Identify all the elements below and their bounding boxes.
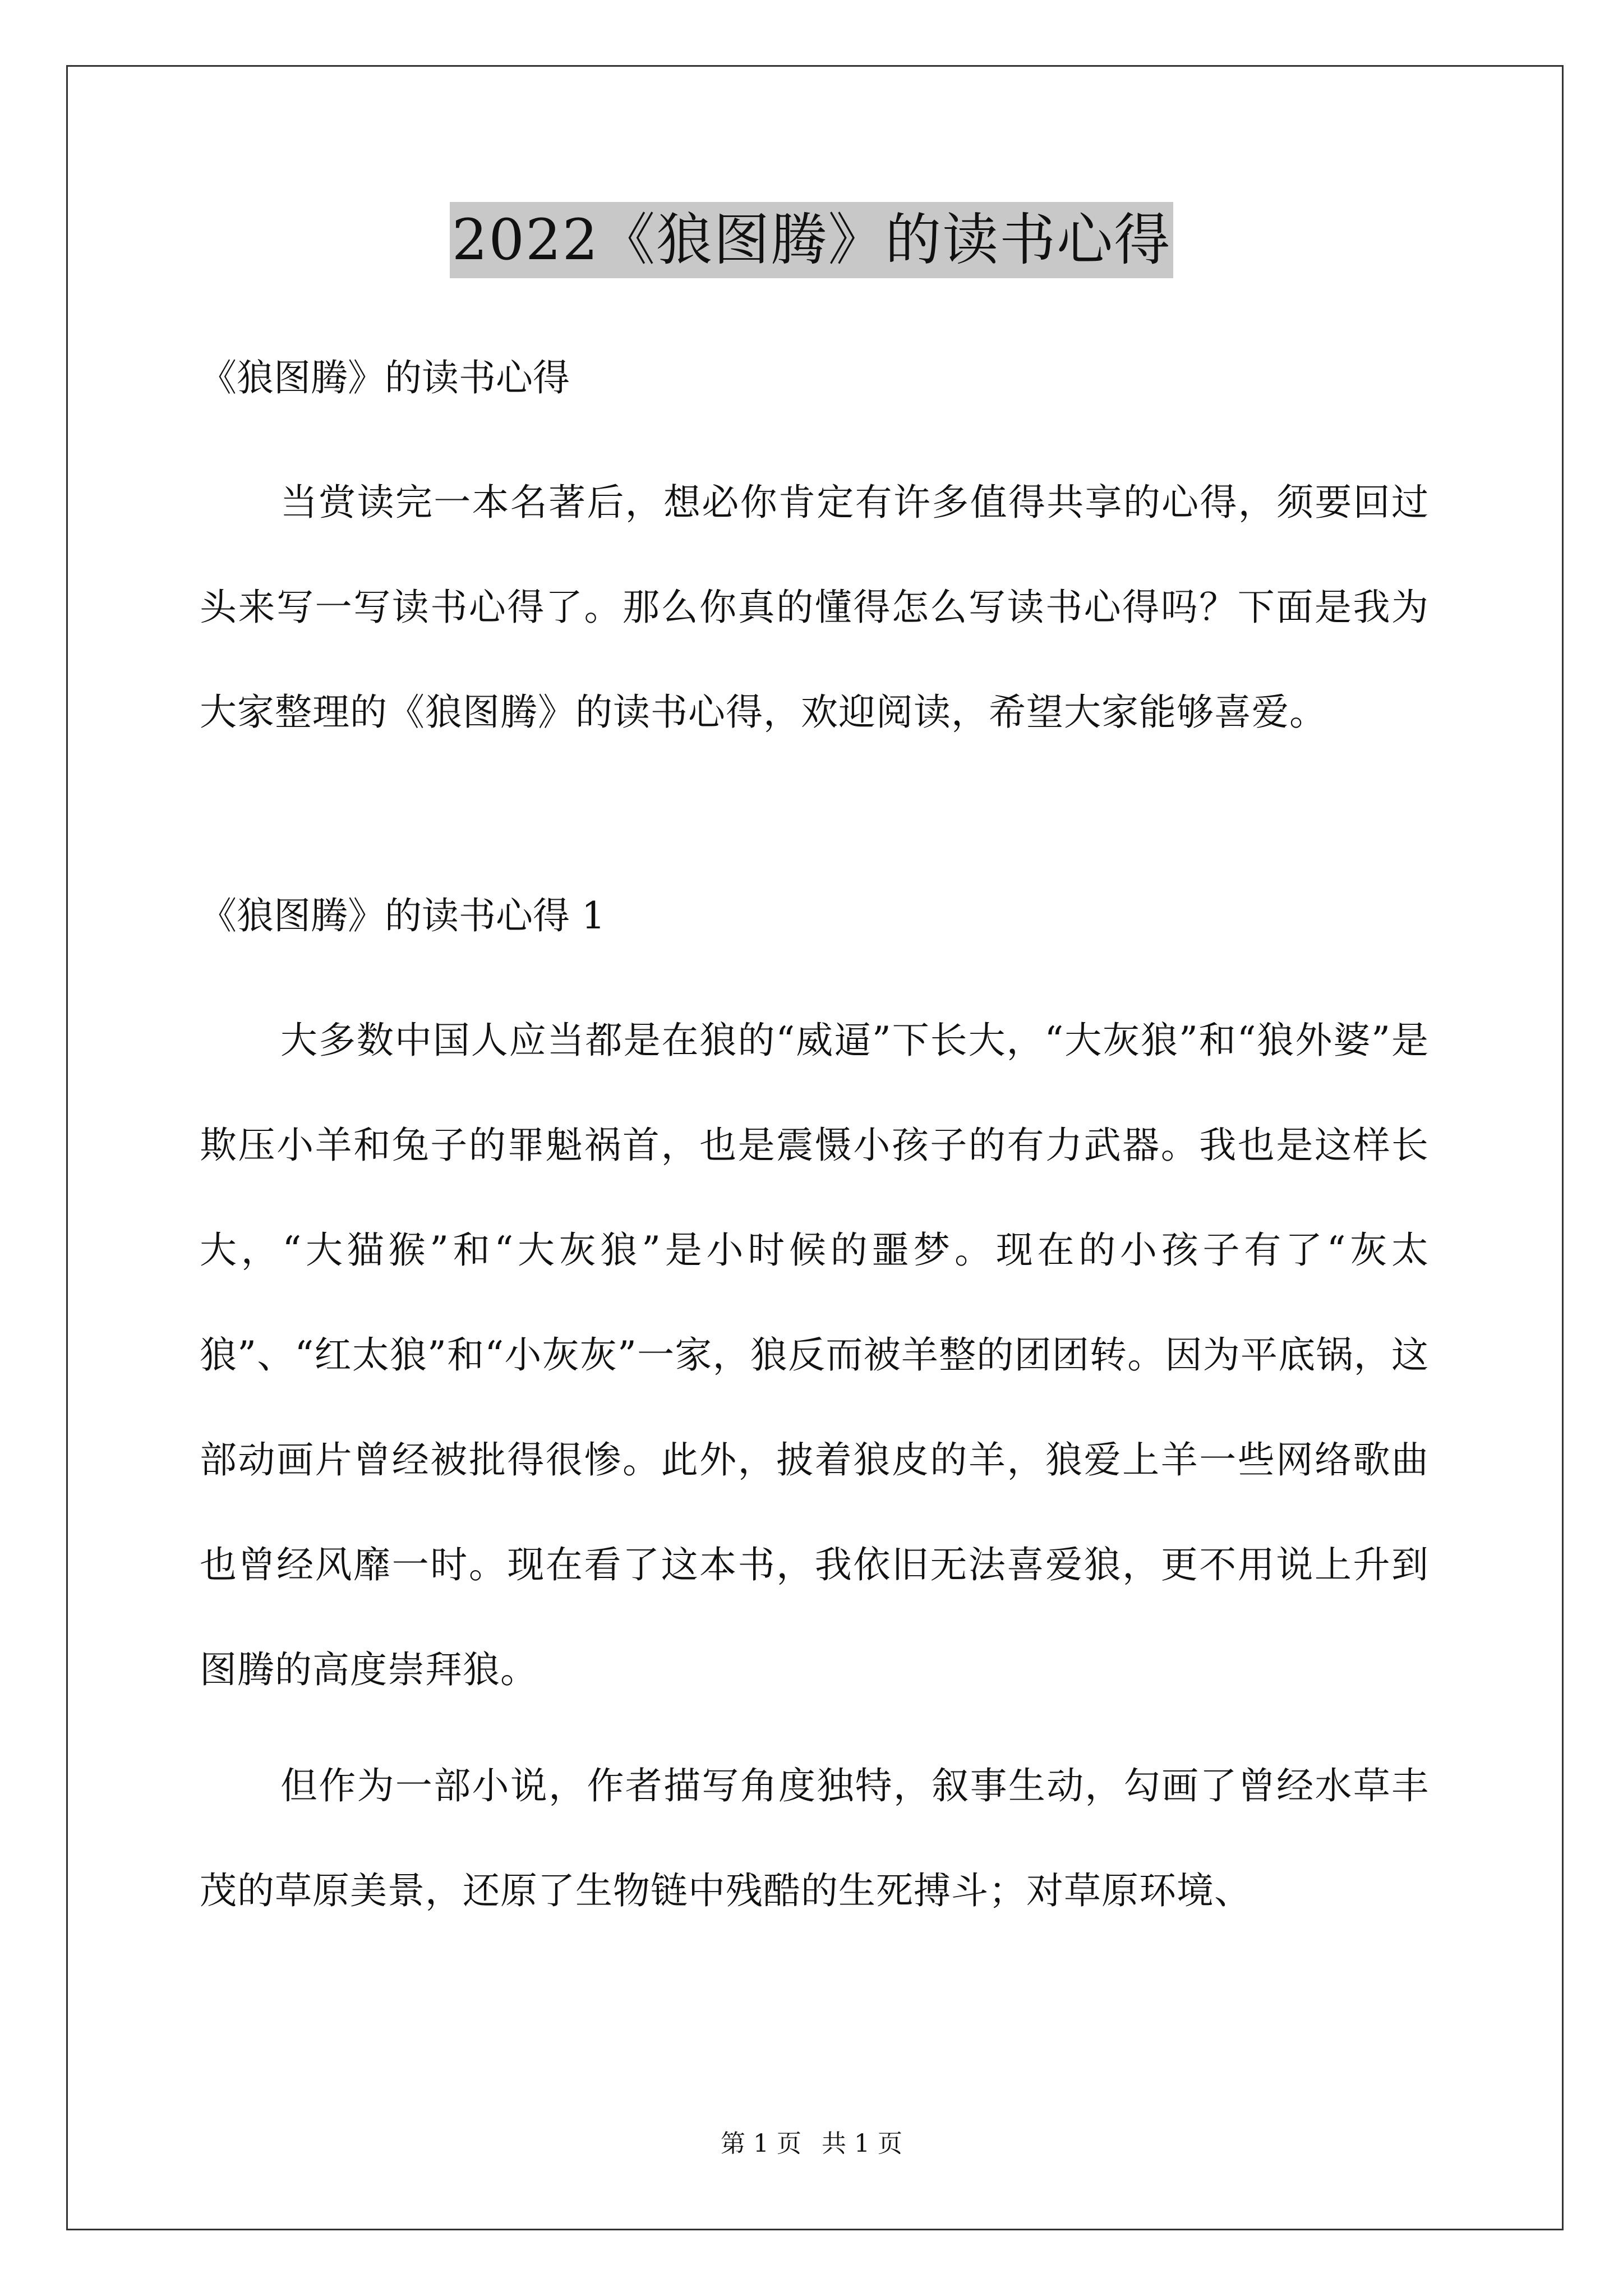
document-body <box>200 339 1429 1943</box>
intro-paragraph: 当赏读完一本名著后，想必你肯定有许多值得共享的心得，须要回过头来写一写读书心得了。那么你真的懂得怎么写读书心得吗？下面是我为大家整理的《狼图腾》的读书心得，欢迎阅读，希望大家能够喜爱。 <box>200 481 1429 734</box>
section-paragraph-2: 但作为一部小说，作者描写角度独特，叙事生动，勾画了曾经水草丰茂的草原美景，还原了生物链中残酷的生死搏斗；对草原环境、 <box>200 1764 1429 1912</box>
page-footer <box>0 2127 1623 2161</box>
document-title: 2022《狼图腾》的读书心得 <box>450 202 1174 278</box>
page-total: 共 1 页 <box>822 2129 902 2158</box>
section-paragraph-1: 大多数中国人应当都是在狼的“威逼”下长大，“大灰狼”和“狼外婆”是欺压小羊和兔子的罪魁祸首，也是震慑小孩子的有力武器。我也是这样长大，“大猫猴”和“大灰狼”是小时候的噩梦。现在的小孩子有了“灰太狼”、“红太狼”和“小灰灰”一家，狼反而被羊整的团团转。因为平底锅，这部动画片曾经被批得很惨。此外，披着狼皮的羊，狼爱上羊一些网络歌曲也曾经风靡一时。现在看了这本书，我依旧无法喜爱狼，更不用说上升到图腾的高度崇拜狼。 <box>200 1019 1429 1691</box>
section-heading: 《狼图腾》的读书心得 1 <box>200 894 605 937</box>
document-heading: 《狼图腾》的读书心得 <box>200 356 570 399</box>
title-container <box>0 202 1623 278</box>
page-number: 第 1 页 <box>721 2129 801 2158</box>
